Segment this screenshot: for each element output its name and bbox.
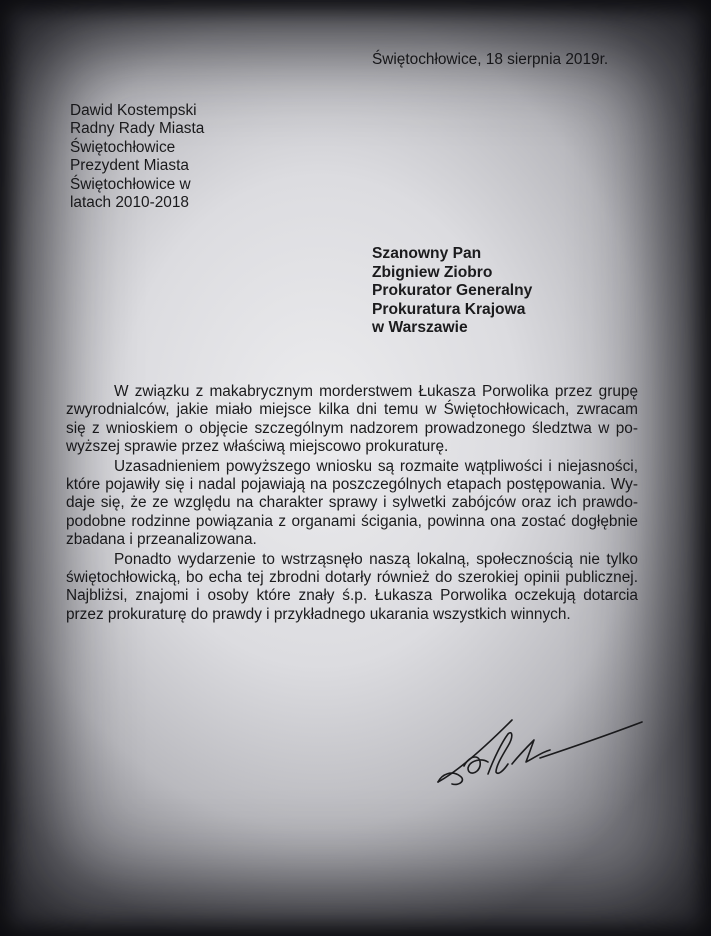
body-line: wyższej sprawie przez właściwą miejscowo prokuraturę. <box>66 438 449 456</box>
body-line: daje się, że ze względu na charakter sprawy i sylwetki zabójców oraz ich prawdo- <box>66 494 638 512</box>
body-paragraph <box>66 551 638 625</box>
sender-line: Prezydent Miasta <box>70 157 189 175</box>
sender-line: latach 2010-2018 <box>70 194 189 212</box>
body-paragraph <box>66 383 638 457</box>
recipient-line: Prokurator Generalny <box>372 282 533 300</box>
body-line: podobne rodzinne powiązania z organami ścigania, powinna ona zostać dogłębnie <box>66 512 638 530</box>
recipient-line: Szanowny Pan <box>372 245 482 262</box>
body-line: Uzasadnieniem powyższego wniosku są rozmaite wątpliwości i niejasności, <box>114 457 638 475</box>
body-line: się z wnioskiem o objęcie szczególnym nadzorem prowadzonego śledztwa w po- <box>66 419 638 437</box>
body-line: Ponadto wydarzenie to wstrząsnęło naszą lokalną, społecznością nie tylko <box>114 550 638 568</box>
body-line: W związku z makabrycznym morderstwem Łukasza Porwolika przez grupę <box>114 383 638 400</box>
sender-block <box>70 102 230 212</box>
body-line: które pojawiły się i nadal pojawiają na poszczególnych etapach postępowania. Wy- <box>66 476 638 494</box>
body-line: Najbliżsi, znajomi i osoby które znały ś.p. Łukasza Porwolika oczekują dotarcia <box>66 587 638 605</box>
sender-line: Świętochłowice <box>70 138 176 156</box>
body-line: zbadana i przeanalizowana. <box>66 531 257 549</box>
sender-line: Dawid Kostempski <box>70 102 197 119</box>
body-line: przez prokuraturę do prawdy i przykładnego ukarania wszystkich winnych. <box>66 605 571 623</box>
body-paragraph <box>66 458 638 550</box>
sender-line: Radny Rady Miasta <box>70 120 205 138</box>
recipient-block <box>372 245 532 338</box>
recipient-line: Prokuratura Krajowa <box>372 300 526 318</box>
sender-line: Świętochłowice w <box>70 175 191 193</box>
recipient-line: w Warszawie <box>372 319 468 337</box>
signature-icon <box>430 700 650 795</box>
date-line: Świętochłowice, 18 sierpnia 2019r. <box>372 51 609 68</box>
body-line: zwyrodnialców, jakie miało miejsce kilka dni temu w Świętochłowicach, zwracam <box>66 401 638 419</box>
letter-body <box>66 383 638 625</box>
recipient-line: Zbigniew Ziobro <box>372 263 493 281</box>
body-line: świętochłowicką, bo echa tej zbrodni dotarły również do szerokiej opinii publicznej. <box>66 569 638 587</box>
